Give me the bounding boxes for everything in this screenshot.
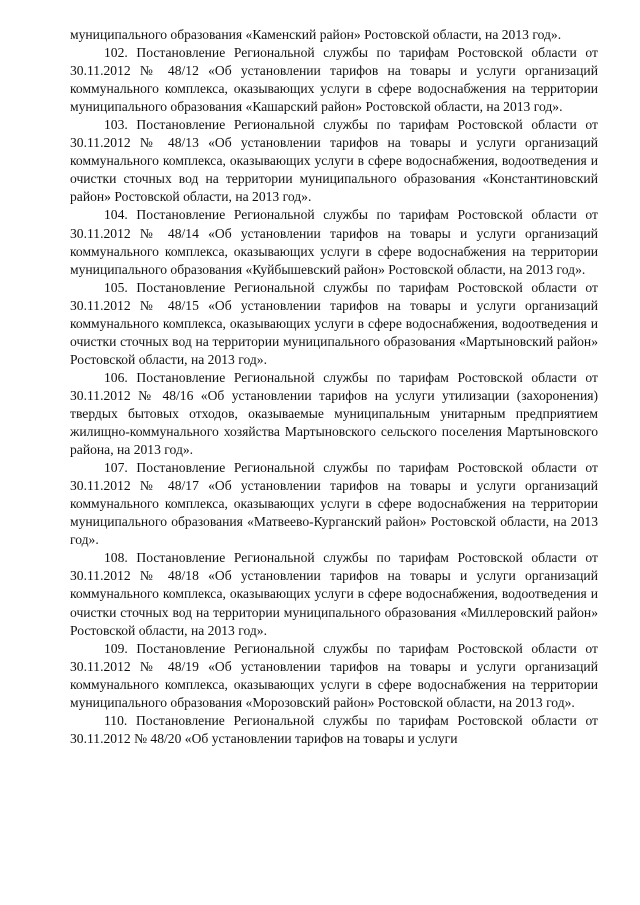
lead-paragraph-fragment: муниципального образования «Каменский район» Ростовской области, на 2013 год».: [70, 27, 562, 42]
list-item-109: 109. Постановление Региональной службы по тарифам Ростовской области от 30.11.2012 № 48/19 «Об установлении тарифов на товары и услуги организаций коммунального комплекса, оказывающих услуги в сфере водоснабжения на территории муниципального образования «Морозовский район» Ростовской области, на 2013 год».: [70, 640, 598, 710]
list-item-110: 110. Постановление Региональной службы по тарифам Ростовской области от 30.11.2012 № 48/20 «Об установлении тарифов на товары и услуги: [70, 712, 598, 746]
list-item-108: 108. Постановление Региональной службы по тарифам Ростовской области от 30.11.2012 № 48/18 «Об установлении тарифов на товары и услуги организаций коммунального комплекса, оказывающих услуги в сфере водоснабжения, водоотведения и очистки сточных вод на территории муниципального образования «Миллеровский район» Ростовской области, на 2013 год».: [70, 550, 598, 638]
list-item-105: 105. Постановление Региональной службы по тарифам Ростовской области от 30.11.2012 № 48/15 «Об установлении тарифов на товары и услуги организаций коммунального комплекса, оказывающих услуги в сфере водоснабжения, водоотведения и очистки сточных вод на территории муниципального образования «Мартыновский район» Ростовской области, на 2013 год».: [70, 279, 598, 367]
list-item-107: 107. Постановление Региональной службы по тарифам Ростовской области от 30.11.2012 № 48/17 «Об установлении тарифов на товары и услуги организаций коммунального комплекса, оказывающих услуги в сфере водоснабжения на территории муниципального образования «Матвеево-Курганский район» Ростовской области, на 2013 год».: [70, 460, 598, 548]
list-item-103: 103. Постановление Региональной службы по тарифам Ростовской области от 30.11.2012 № 48/13 «Об установлении тарифов на товары и услуги организаций коммунального комплекса, оказывающих услуги в сфере водоснабжения, водоотведения и очистки сточных вод на территории муниципального образования «Константиновский район» Ростовской области, на 2013 год».: [70, 117, 598, 205]
list-item-104: 104. Постановление Региональной службы по тарифам Ростовской области от 30.11.2012 № 48/14 «Об установлении тарифов на товары и услуги организаций коммунального комплекса, оказывающих услуги в сфере водоснабжения на территории муниципального образования «Куйбышевский район» Ростовской области, на 2013 год».: [70, 207, 598, 277]
document-page: [70, 26, 598, 748]
list-item-102: 102. Постановление Региональной службы по тарифам Ростовской области от 30.11.2012 № 48/12 «Об установлении тарифов на товары и услуги организаций коммунального комплекса, оказывающих услуги в сфере водоснабжения на территории муниципального образования «Кашарский район» Ростовской области, на 2013 год».: [70, 45, 598, 115]
list-item-106: 106. Постановление Региональной службы по тарифам Ростовской области от 30.11.2012 № 48/16 «Об установлении тарифов на услуги утилизации (захоронения) твердых бытовых отходов, оказываемые муниципальным унитарным предприятием жилищно-коммунального хозяйства Мартыновского сельского поселения Мартыновского района, на 2013 год».: [70, 369, 598, 458]
